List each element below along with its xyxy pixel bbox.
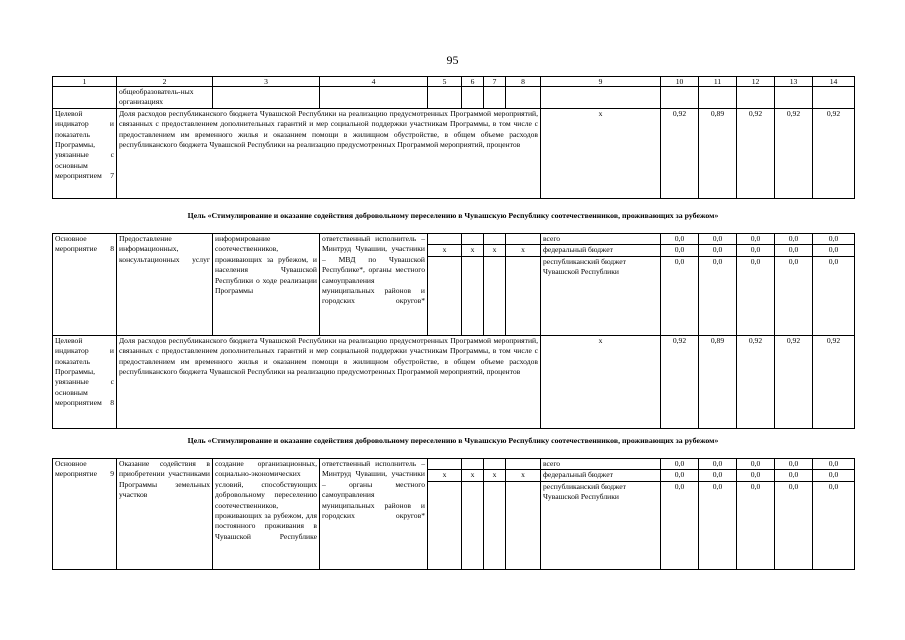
event-executor: ответственный исполнитель – Минтруд Чувашии, участники – МВД по Чувашской Республике*, органы местного самоуправления муниципальных районов и городских округов*: [320, 234, 428, 336]
funding-value: 0,0: [661, 470, 699, 481]
indicator-value: 0,92: [737, 108, 775, 198]
funding-source: всего: [541, 234, 661, 245]
funding-source: республиканский бюджет Чувашской Республики: [541, 481, 661, 569]
x-mark: x: [506, 470, 541, 481]
indicator-value: 0,92: [775, 335, 813, 428]
indicator-value: 0,92: [813, 335, 855, 428]
column-number: 14: [813, 77, 855, 87]
funding-source: республиканский бюджет Чувашской Республики: [541, 256, 661, 335]
table-row: [53, 87, 855, 109]
x-mark: x: [428, 245, 462, 256]
column-number: 3: [213, 77, 320, 87]
funding-value: 0,0: [813, 470, 855, 481]
funding-value: 0,0: [775, 481, 813, 569]
indicator-text: Доля расходов республиканского бюджета Чувашской Республики на реализацию предусмотренных Программой мероприятий, связанных с предоставлением дополнительных гарантий и мер социальной поддержки участникам Программы, в том числе с предоставлением им временного жилья и оказанием помощи в жилищном обустройстве, в общем объеме расходов республиканского бюджета Чувашской Республики на реализацию предусмотренных Программой мероприятий, процентов: [117, 335, 541, 428]
column-number: 4: [320, 77, 428, 87]
funding-value: 0,0: [775, 234, 813, 245]
column-number: 2: [117, 77, 213, 87]
funding-value: 0,0: [661, 245, 699, 256]
funding-source: федеральный бюджет: [541, 245, 661, 256]
table-part-3: [52, 458, 855, 570]
indicator-value: 0,92: [813, 108, 855, 198]
event-name: Оказание содействия в приобретении участниками Программы земельных участков: [117, 459, 213, 570]
column-number: 6: [462, 77, 484, 87]
funding-row: [53, 234, 855, 245]
event-label: Основное мероприятие 9: [53, 459, 117, 570]
column-number: 1: [53, 77, 117, 87]
indicator-row-8: [53, 335, 855, 428]
indicator-text: Доля расходов республиканского бюджета Чувашской Республики на реализацию предусмотренных Программой мероприятий, связанных с предоставлением дополнительных гарантий и мер социальной поддержки участникам Программы, в том числе с предоставлением им временного жилья и оказанием помощи в жилищном обустройстве, в общем объеме расходов республиканского бюджета Чувашской Республики на реализацию предусмотренных Программой мероприятий, процентов: [117, 108, 541, 198]
funding-value: 0,0: [813, 481, 855, 569]
funding-row: [53, 459, 855, 470]
funding-value: 0,0: [775, 470, 813, 481]
funding-value: 0,0: [699, 234, 737, 245]
table-part-1: [52, 76, 855, 199]
indicator-value: 0,92: [661, 335, 699, 428]
event-name: Предоставление информационных, консультационных услуг: [117, 234, 213, 336]
funding-value: 0,0: [775, 459, 813, 470]
goal-heading: Цель «Стимулирование и оказание содействия добровольному переселению в Чувашскую Республику соотечественников, проживающих за рубежом»: [187, 211, 719, 220]
x-mark: x: [462, 245, 484, 256]
indicator-label: Целевой индикатор и показатель Программы, увязанные с основным мероприятием 8: [53, 335, 117, 428]
column-number: 7: [484, 77, 506, 87]
funding-value: 0,0: [699, 481, 737, 569]
indicator-value: 0,92: [661, 108, 699, 198]
funding-value: 0,0: [775, 256, 813, 335]
funding-value: 0,0: [813, 256, 855, 335]
indicator-label: Целевой индикатор и показатель Программы, увязанные с основным мероприятием 7: [53, 108, 117, 198]
page-number: 95: [446, 53, 459, 67]
event-description: информирование соотечественников, проживающих за рубежом, и населения Чувашской Республики о ходе реализации Программы: [213, 234, 320, 336]
column-number-row: [53, 77, 855, 87]
funding-value: 0,0: [661, 234, 699, 245]
funding-value: 0,0: [661, 459, 699, 470]
column-number: 8: [506, 77, 541, 87]
funding-source: федеральный бюджет: [541, 470, 661, 481]
event-executor: ответственный исполнитель – Минтруд Чувашии, участники – органы местного самоуправления муниципальных районов и городских округов*: [320, 459, 428, 570]
event-label: Основное мероприятие 8: [53, 234, 117, 336]
x-mark: x: [462, 470, 484, 481]
column-number: 5: [428, 77, 462, 87]
funding-value: 0,0: [661, 256, 699, 335]
funding-value: 0,0: [813, 459, 855, 470]
continued-text: общеобразователь-ных организациях: [117, 87, 213, 109]
indicator-value: 0,89: [699, 108, 737, 198]
goal-heading: Цель «Стимулирование и оказание содействия добровольному переселению в Чувашскую Республику соотечественников, проживающих за рубежом»: [187, 436, 719, 445]
funding-value: 0,0: [737, 245, 775, 256]
funding-value: 0,0: [737, 481, 775, 569]
funding-value: 0,0: [737, 459, 775, 470]
x-mark: x: [541, 108, 661, 198]
funding-value: 0,0: [813, 245, 855, 256]
x-mark: x: [484, 470, 506, 481]
funding-value: 0,0: [813, 234, 855, 245]
funding-value: 0,0: [775, 245, 813, 256]
column-number: 9: [541, 77, 661, 87]
funding-value: 0,0: [699, 470, 737, 481]
x-mark: x: [484, 245, 506, 256]
event-description: создание организационных, социально-экономических условий, способствующих добровольному переселению соотечественников, проживающих за рубежом, для постоянного проживания в Чувашской Республике: [213, 459, 320, 570]
indicator-value: 0,92: [775, 108, 813, 198]
column-number: 11: [699, 77, 737, 87]
indicator-value: 0,92: [737, 335, 775, 428]
x-mark: x: [541, 335, 661, 428]
x-mark: x: [506, 245, 541, 256]
column-number: 12: [737, 77, 775, 87]
table-part-2: [52, 233, 855, 429]
x-mark: x: [428, 470, 462, 481]
funding-value: 0,0: [661, 481, 699, 569]
funding-value: 0,0: [737, 234, 775, 245]
funding-value: 0,0: [699, 459, 737, 470]
indicator-value: 0,89: [699, 335, 737, 428]
column-number: 10: [661, 77, 699, 87]
funding-value: 0,0: [699, 256, 737, 335]
funding-value: 0,0: [699, 245, 737, 256]
funding-source: всего: [541, 459, 661, 470]
indicator-row-7: [53, 108, 855, 198]
column-number: 13: [775, 77, 813, 87]
funding-value: 0,0: [737, 256, 775, 335]
funding-value: 0,0: [737, 470, 775, 481]
